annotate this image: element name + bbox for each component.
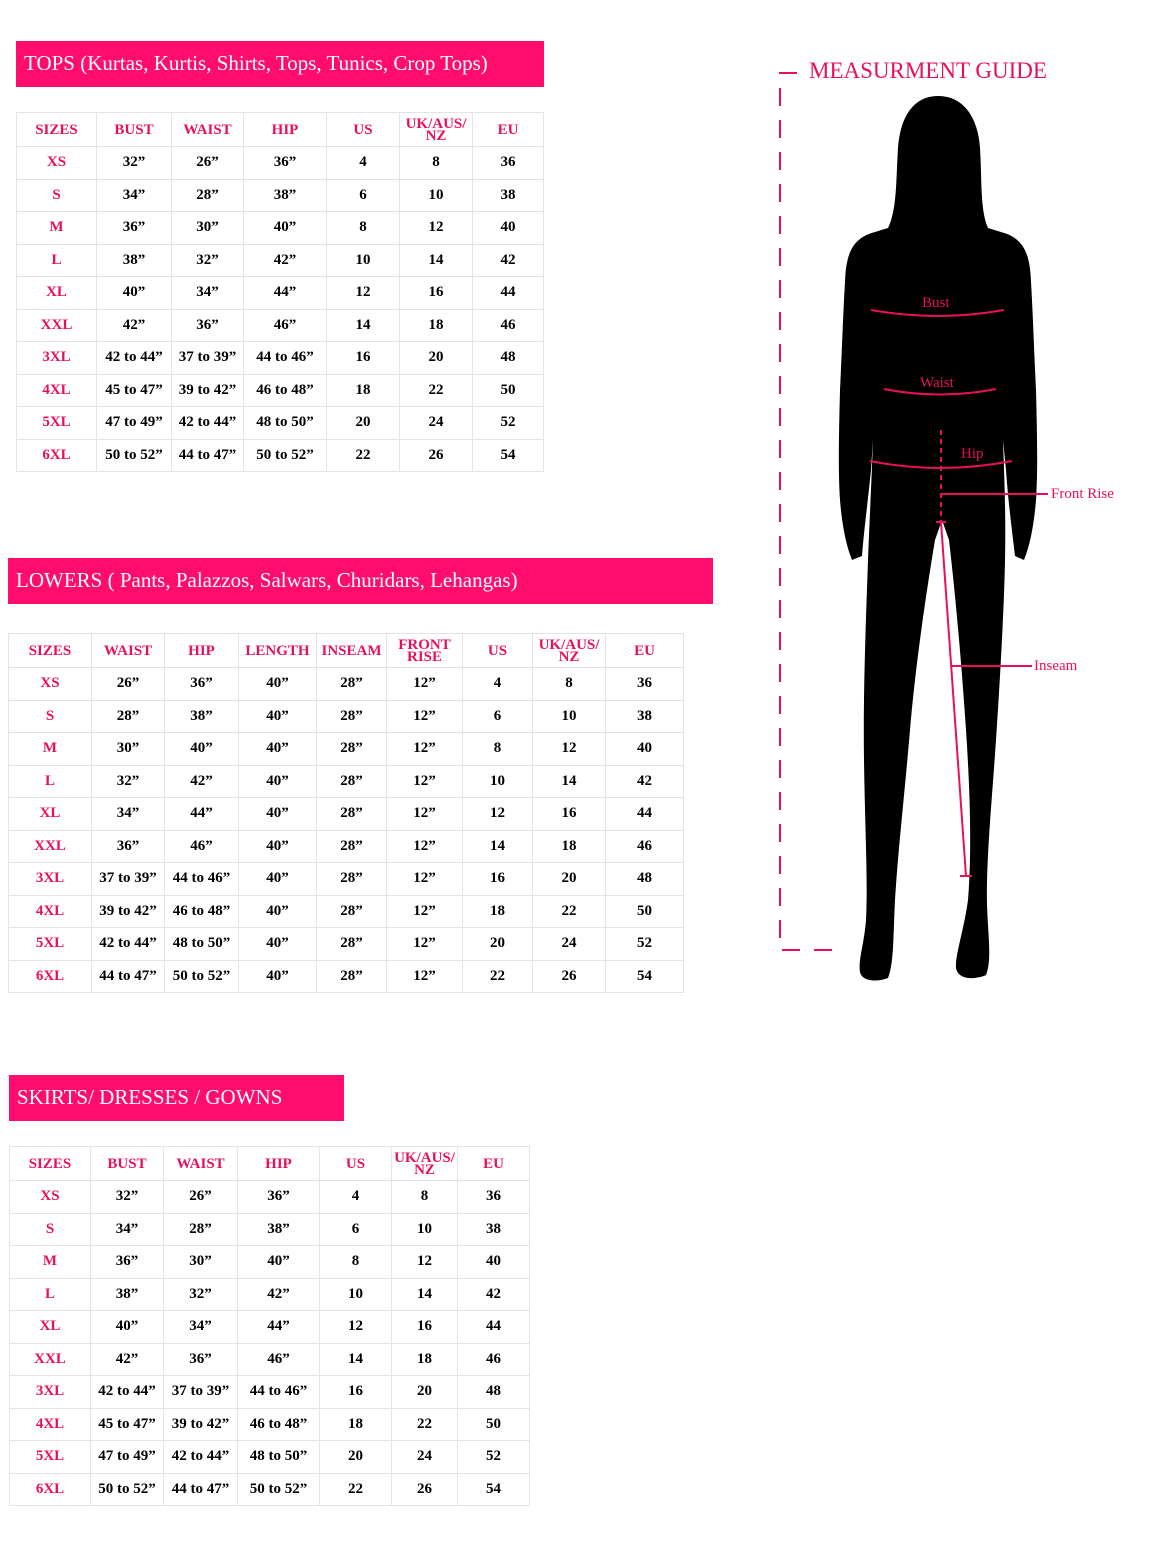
size-cell: 3XL [10,1376,91,1409]
table-cell: 34” [97,179,172,212]
table-row [17,277,544,310]
table-row [9,798,684,831]
table-cell: 12 [533,733,606,766]
table-cell: 28” [317,798,387,831]
column-header: BUST [97,113,172,147]
table-cell: 24 [533,928,606,961]
size-cell: S [10,1213,91,1246]
size-cell: 3XL [17,342,97,375]
size-cell: 6XL [17,439,97,472]
table-cell: 12 [392,1246,458,1279]
table-cell: 12” [387,733,463,766]
table-cell: 30” [164,1246,238,1279]
table-cell: 54 [458,1473,530,1506]
column-header: HIP [165,634,239,668]
table-cell: 50 to 52” [165,960,239,993]
table-cell: 44 [458,1311,530,1344]
table-cell: 40” [239,960,317,993]
table-cell: 42 to 44” [91,1376,164,1409]
table-cell: 36 [473,147,544,180]
table-cell: 14 [392,1278,458,1311]
table-row [17,147,544,180]
table-cell: 20 [463,928,533,961]
size-cell: S [17,179,97,212]
table-cell: 46 [606,830,684,863]
table-row [10,1473,530,1506]
table-row [10,1246,530,1279]
tops-title: TOPS (Kurtas, Kurtis, Shirts, Tops, Tunics, Crop Tops) [16,41,544,87]
table-row [9,928,684,961]
table-cell: 38” [97,244,172,277]
table-cell: 44 to 46” [244,342,327,375]
table-cell: 10 [533,700,606,733]
table-cell: 37 to 39” [172,342,244,375]
table-row [17,439,544,472]
table-cell: 22 [320,1473,392,1506]
table-cell: 36 [458,1181,530,1214]
table-cell: 22 [327,439,400,472]
column-header: US [320,1147,392,1181]
table-cell: 10 [320,1278,392,1311]
height-bracket [780,73,843,950]
table-cell: 36 [606,668,684,701]
table-cell: 52 [458,1441,530,1474]
column-header: INSEAM [317,634,387,668]
table-cell: 10 [463,765,533,798]
table-row [17,407,544,440]
size-cell: XL [17,277,97,310]
table-cell: 50 to 52” [91,1473,164,1506]
table-row [17,342,544,375]
table-cell: 10 [327,244,400,277]
table-cell: 26” [164,1181,238,1214]
table-cell: 24 [392,1441,458,1474]
table-cell: 40” [239,928,317,961]
table-cell: 44” [238,1311,320,1344]
table-cell: 40” [97,277,172,310]
size-cell: XXL [9,830,92,863]
table-row [9,733,684,766]
table-row [17,179,544,212]
size-cell: 6XL [9,960,92,993]
table-cell: 22 [533,895,606,928]
size-cell: L [9,765,92,798]
table-cell: 52 [473,407,544,440]
table-cell: 54 [473,439,544,472]
table-cell: 37 to 39” [92,863,165,896]
table-cell: 34” [91,1213,164,1246]
table-cell: 46” [165,830,239,863]
table-cell: 28” [317,765,387,798]
table-cell: 44 [606,798,684,831]
size-cell: XS [9,668,92,701]
table-cell: 16 [392,1311,458,1344]
column-header: EU [458,1147,530,1181]
column-header: EU [473,113,544,147]
table-cell: 20 [533,863,606,896]
table-cell: 12” [387,765,463,798]
table-row [17,212,544,245]
table-cell: 12” [387,960,463,993]
table-cell: 8 [533,668,606,701]
table-cell: 24 [400,407,473,440]
table-row [17,374,544,407]
table-cell: 44 to 46” [165,863,239,896]
table-row [9,700,684,733]
table-cell: 39 to 42” [164,1408,238,1441]
table-cell: 14 [320,1343,392,1376]
table-cell: 46” [238,1343,320,1376]
size-cell: XL [9,798,92,831]
size-cell: 4XL [10,1408,91,1441]
hip-label: Hip [961,446,984,462]
table-cell: 37 to 39” [164,1376,238,1409]
table-cell: 26” [92,668,165,701]
table-cell: 40” [239,765,317,798]
front-rise-label: Front Rise [1051,486,1114,502]
table-cell: 38” [238,1213,320,1246]
table-cell: 48 to 50” [244,407,327,440]
table-cell: 39 to 42” [92,895,165,928]
table-row [9,895,684,928]
table-cell: 40” [239,895,317,928]
table-cell: 28” [164,1213,238,1246]
table-cell: 45 to 47” [97,374,172,407]
column-header: LENGTH [239,634,317,668]
skirts-size-table [9,1146,530,1506]
size-cell: L [10,1278,91,1311]
table-cell: 28” [172,179,244,212]
table-cell: 12” [387,863,463,896]
table-cell: 28” [317,668,387,701]
size-cell: 5XL [9,928,92,961]
table-cell: 50 [606,895,684,928]
table-cell: 46 [458,1343,530,1376]
table-cell: 45 to 47” [91,1408,164,1441]
table-cell: 46 to 48” [244,374,327,407]
table-cell: 42” [97,309,172,342]
table-cell: 8 [463,733,533,766]
table-cell: 48 [606,863,684,896]
table-cell: 54 [606,960,684,993]
table-cell: 36” [91,1246,164,1279]
table-cell: 36” [238,1181,320,1214]
table-cell: 18 [327,374,400,407]
table-cell: 8 [392,1181,458,1214]
size-cell: XS [17,147,97,180]
size-cell: M [9,733,92,766]
table-cell: 18 [400,309,473,342]
table-cell: 42 to 44” [172,407,244,440]
table-cell: 36” [164,1343,238,1376]
size-cell: XL [10,1311,91,1344]
table-cell: 48 [458,1376,530,1409]
table-cell: 12” [387,830,463,863]
table-cell: 12 [463,798,533,831]
tops-size-table [16,112,544,472]
table-row [9,960,684,993]
table-cell: 47 to 49” [91,1441,164,1474]
table-cell: 44 to 46” [238,1376,320,1409]
measurement-guide-title: MEASURMENT GUIDE [809,58,1047,83]
table-row [10,1311,530,1344]
size-cell: XS [10,1181,91,1214]
table-cell: 12 [320,1311,392,1344]
measurement-figure [770,60,1140,990]
table-row [10,1181,530,1214]
table-cell: 44 [473,277,544,310]
table-cell: 12 [327,277,400,310]
table-cell: 6 [327,179,400,212]
table-cell: 12” [387,700,463,733]
table-cell: 18 [320,1408,392,1441]
table-cell: 38” [165,700,239,733]
table-cell: 12” [387,928,463,961]
table-row [10,1278,530,1311]
table-cell: 34” [164,1311,238,1344]
table-cell: 6 [463,700,533,733]
table-cell: 42 to 44” [92,928,165,961]
table-cell: 42 [458,1278,530,1311]
table-cell: 28” [317,928,387,961]
table-cell: 34” [172,277,244,310]
table-cell: 46 [473,309,544,342]
table-row [9,668,684,701]
table-row [10,1408,530,1441]
table-cell: 44” [165,798,239,831]
table-cell: 42 [473,244,544,277]
table-cell: 28” [317,700,387,733]
table-cell: 46 to 48” [165,895,239,928]
table-row [10,1441,530,1474]
column-header: UK/AUS/ NZ [533,634,606,668]
column-header: US [463,634,533,668]
table-cell: 14 [533,765,606,798]
table-cell: 40” [238,1246,320,1279]
column-header: HIP [238,1147,320,1181]
column-header: WAIST [164,1147,238,1181]
lowers-size-table [8,633,684,993]
table-cell: 46 to 48” [238,1408,320,1441]
table-cell: 18 [463,895,533,928]
table-cell: 36” [244,147,327,180]
waist-label: Waist [920,375,954,391]
table-cell: 28” [317,863,387,896]
table-cell: 44” [244,277,327,310]
size-cell: 3XL [9,863,92,896]
table-cell: 26 [533,960,606,993]
table-cell: 38 [606,700,684,733]
table-cell: 47 to 49” [97,407,172,440]
table-cell: 8 [327,212,400,245]
column-header: EU [606,634,684,668]
table-cell: 12” [387,895,463,928]
table-cell: 16 [327,342,400,375]
lowers-title: LOWERS ( Pants, Palazzos, Salwars, Churidars, Lehangas) [8,558,713,604]
table-cell: 4 [463,668,533,701]
table-cell: 20 [392,1376,458,1409]
table-cell: 52 [606,928,684,961]
table-row [10,1343,530,1376]
inseam-label: Inseam [1034,658,1078,674]
table-cell: 16 [320,1376,392,1409]
table-cell: 26” [172,147,244,180]
table-row [9,863,684,896]
table-cell: 48 to 50” [165,928,239,961]
table-cell: 42” [165,765,239,798]
table-cell: 40 [606,733,684,766]
column-header: US [327,113,400,147]
table-cell: 40” [239,700,317,733]
table-cell: 30” [92,733,165,766]
table-cell: 32” [172,244,244,277]
table-cell: 42 [606,765,684,798]
table-cell: 40 [473,212,544,245]
table-cell: 36” [172,309,244,342]
table-cell: 28” [317,960,387,993]
size-cell: 4XL [17,374,97,407]
table-cell: 46” [244,309,327,342]
table-cell: 48 to 50” [238,1441,320,1474]
table-cell: 50 to 52” [97,439,172,472]
table-cell: 30” [172,212,244,245]
table-cell: 34” [92,798,165,831]
table-row [17,244,544,277]
table-cell: 40” [239,863,317,896]
table-cell: 12” [387,798,463,831]
size-cell: 5XL [10,1441,91,1474]
table-cell: 38 [473,179,544,212]
table-cell: 32” [97,147,172,180]
table-cell: 10 [400,179,473,212]
size-cell: M [10,1246,91,1279]
column-header: HIP [244,113,327,147]
table-cell: 50 [458,1408,530,1441]
table-cell: 28” [317,895,387,928]
table-cell: 32” [91,1181,164,1214]
table-row [9,830,684,863]
table-cell: 44 to 47” [164,1473,238,1506]
table-cell: 36” [97,212,172,245]
table-cell: 42 to 44” [97,342,172,375]
table-cell: 38 [458,1213,530,1246]
size-cell: L [17,244,97,277]
table-cell: 40” [91,1311,164,1344]
table-cell: 28” [317,733,387,766]
column-header: UK/AUS/ NZ [392,1147,458,1181]
table-cell: 16 [400,277,473,310]
table-cell: 28” [317,830,387,863]
table-cell: 4 [327,147,400,180]
woman-silhouette [839,96,1037,980]
table-cell: 40” [239,830,317,863]
table-cell: 38” [91,1278,164,1311]
column-header: WAIST [172,113,244,147]
table-cell: 26 [400,439,473,472]
table-cell: 10 [392,1213,458,1246]
table-cell: 40” [239,733,317,766]
table-cell: 12” [387,668,463,701]
table-cell: 44 to 47” [172,439,244,472]
size-cell: 5XL [17,407,97,440]
size-cell: S [9,700,92,733]
table-cell: 20 [320,1441,392,1474]
table-cell: 28” [92,700,165,733]
table-cell: 36” [165,668,239,701]
table-cell: 14 [327,309,400,342]
table-cell: 40” [165,733,239,766]
table-cell: 44 to 47” [92,960,165,993]
table-row [10,1213,530,1246]
table-cell: 50 to 52” [244,439,327,472]
table-cell: 32” [164,1278,238,1311]
size-cell: XXL [10,1343,91,1376]
table-cell: 40” [244,212,327,245]
table-cell: 16 [463,863,533,896]
bust-label: Bust [922,295,950,311]
column-header: BUST [91,1147,164,1181]
table-cell: 50 to 52” [238,1473,320,1506]
table-row [9,765,684,798]
table-cell: 22 [463,960,533,993]
table-cell: 42” [238,1278,320,1311]
table-cell: 39 to 42” [172,374,244,407]
table-cell: 8 [400,147,473,180]
table-cell: 4 [320,1181,392,1214]
table-cell: 14 [400,244,473,277]
table-cell: 8 [320,1246,392,1279]
size-cell: XXL [17,309,97,342]
table-cell: 42 to 44” [164,1441,238,1474]
table-cell: 32” [92,765,165,798]
table-row [17,309,544,342]
size-cell: 4XL [9,895,92,928]
table-cell: 22 [400,374,473,407]
table-cell: 18 [392,1343,458,1376]
table-cell: 18 [533,830,606,863]
table-cell: 40 [458,1246,530,1279]
column-header: SIZES [10,1147,91,1181]
column-header: SIZES [17,113,97,147]
table-cell: 20 [400,342,473,375]
size-cell: 6XL [10,1473,91,1506]
table-cell: 42” [91,1343,164,1376]
table-cell: 42” [244,244,327,277]
table-row [10,1376,530,1409]
column-header: FRONT RISE [387,634,463,668]
table-cell: 48 [473,342,544,375]
table-cell: 20 [327,407,400,440]
table-cell: 6 [320,1213,392,1246]
table-cell: 38” [244,179,327,212]
column-header: WAIST [92,634,165,668]
table-cell: 12 [400,212,473,245]
column-header: SIZES [9,634,92,668]
table-cell: 50 [473,374,544,407]
size-cell: M [17,212,97,245]
table-cell: 36” [92,830,165,863]
table-cell: 22 [392,1408,458,1441]
column-header: UK/AUS/ NZ [400,113,473,147]
table-cell: 40” [239,798,317,831]
table-cell: 26 [392,1473,458,1506]
table-cell: 16 [533,798,606,831]
table-cell: 14 [463,830,533,863]
table-cell: 40” [239,668,317,701]
skirts-title: SKIRTS/ DRESSES / GOWNS [9,1075,344,1121]
